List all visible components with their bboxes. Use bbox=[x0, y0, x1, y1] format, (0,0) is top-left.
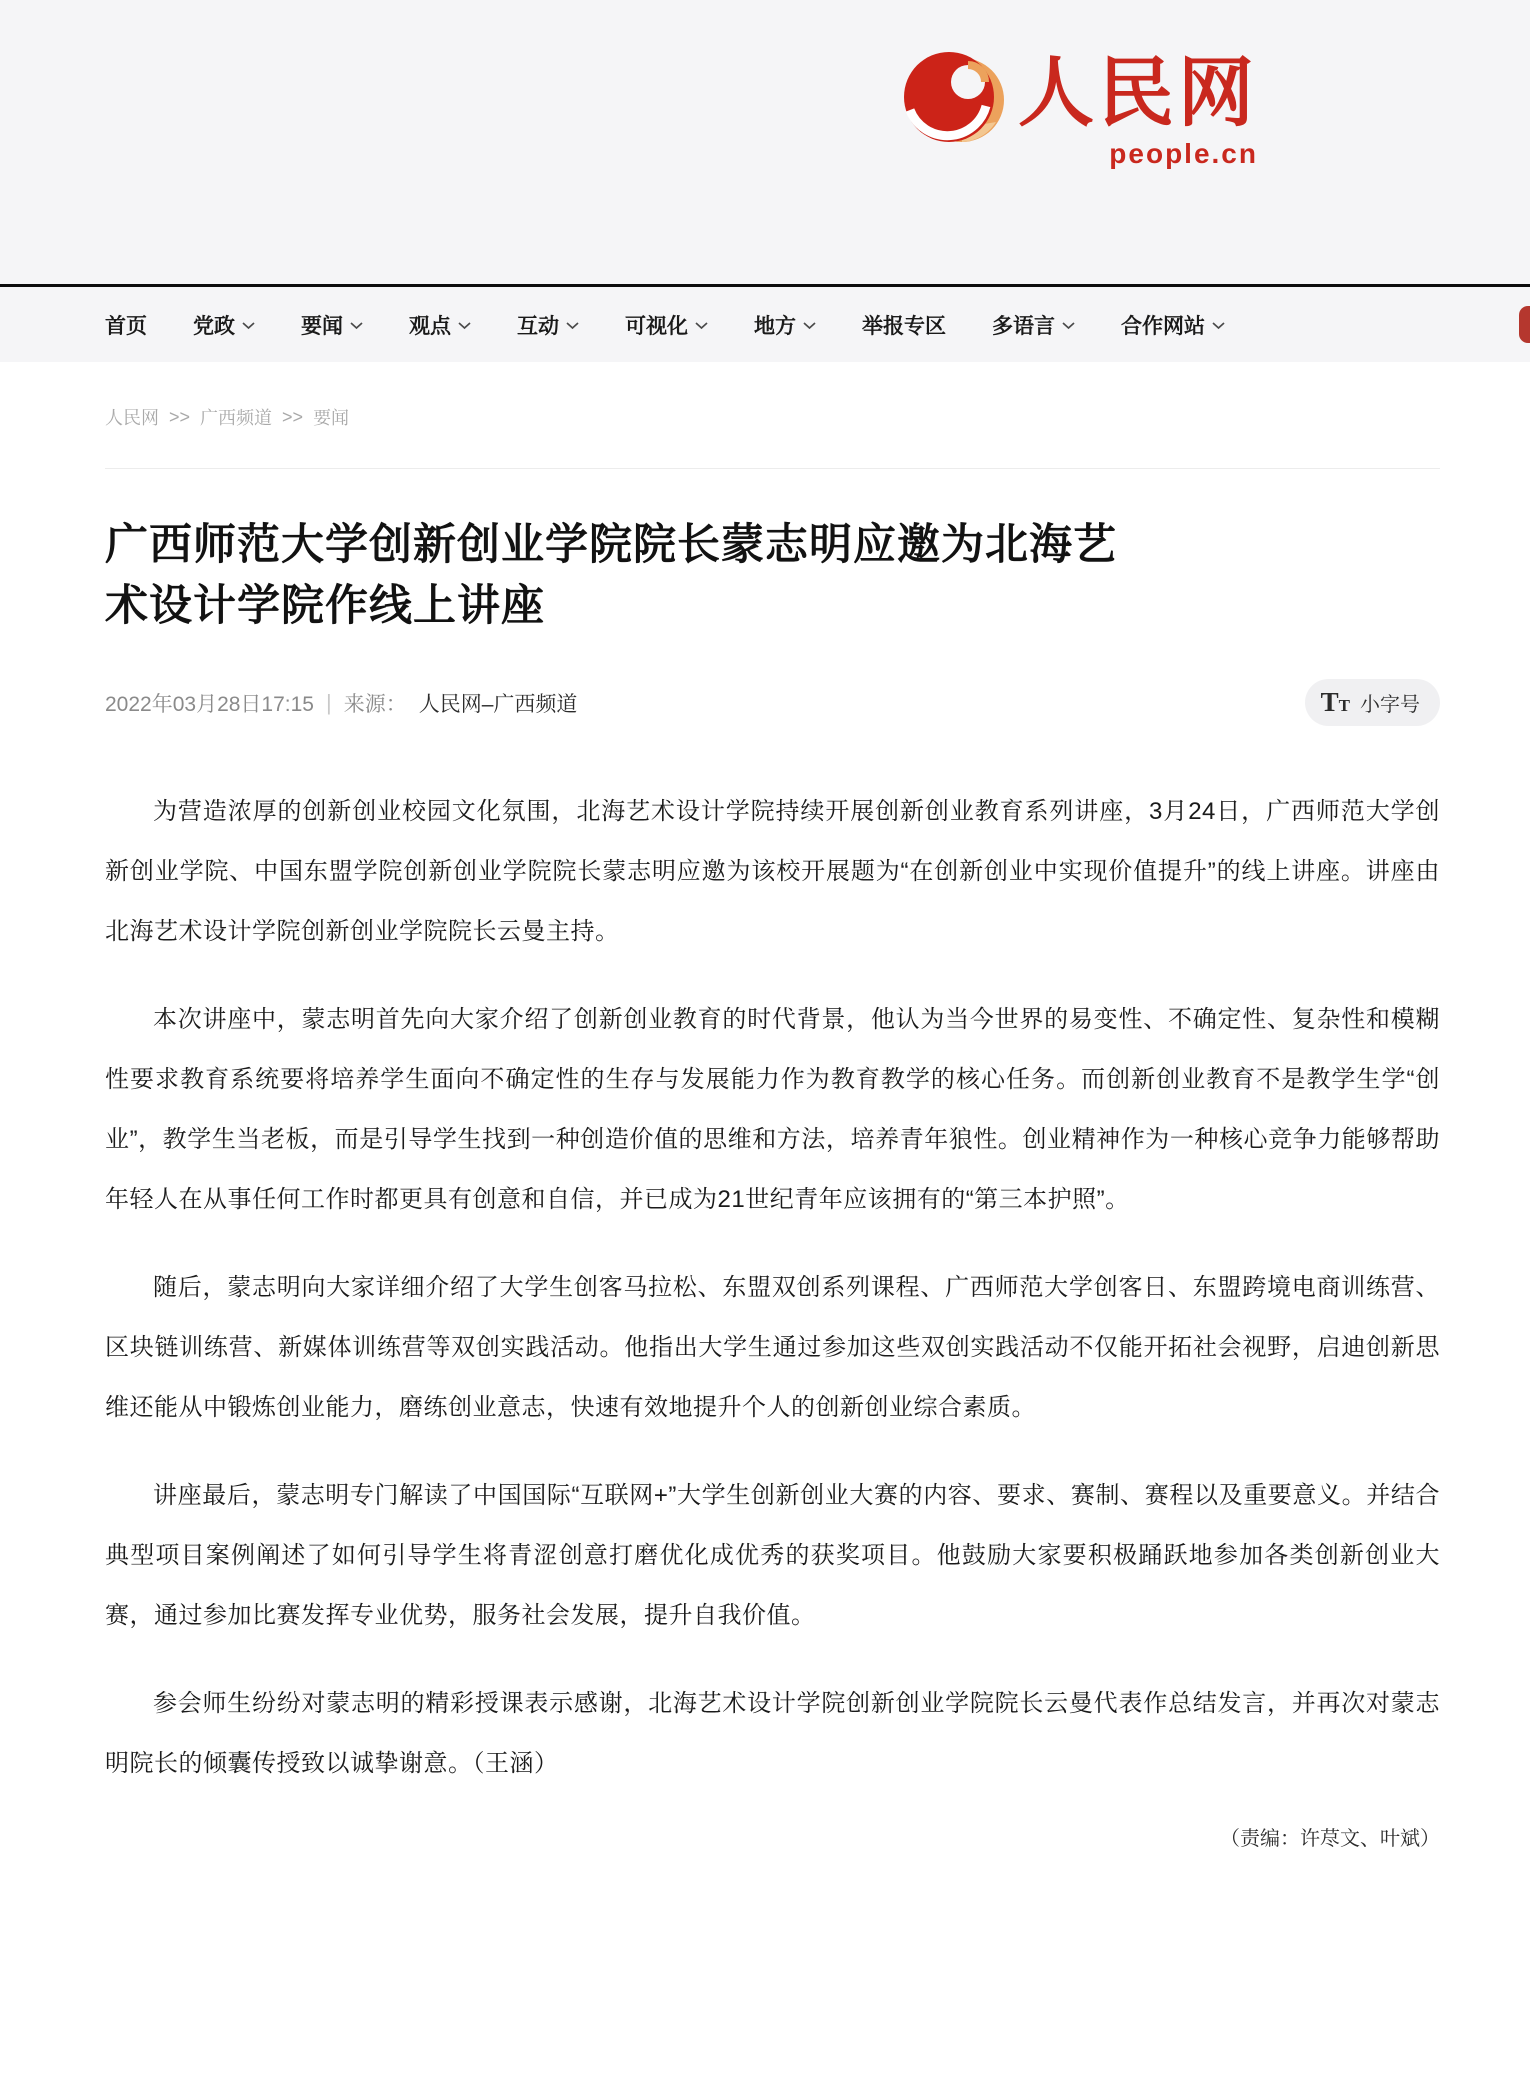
font-size-button[interactable] bbox=[1305, 679, 1440, 726]
nav-label: 地方 bbox=[754, 314, 796, 338]
nav-list bbox=[105, 310, 1225, 340]
main-nav bbox=[0, 287, 1530, 362]
breadcrumb-link-guangxi-channel[interactable]: 广西频道 bbox=[200, 408, 273, 428]
nav-item-multilingual[interactable] bbox=[992, 310, 1075, 340]
nav-item-report-zone[interactable] bbox=[862, 310, 946, 340]
divider bbox=[105, 468, 1440, 469]
nav-label: 观点 bbox=[409, 314, 451, 338]
nav-item-home[interactable] bbox=[105, 310, 147, 340]
logo-chinese-text: 人民网 bbox=[1018, 51, 1258, 136]
logo-english-text: people.cn bbox=[1109, 138, 1258, 169]
chevron-down-icon bbox=[803, 322, 816, 330]
article-meta-row bbox=[105, 679, 1440, 726]
chevron-down-icon bbox=[350, 322, 363, 330]
nav-label: 举报专区 bbox=[862, 314, 946, 338]
nav-item-visualization[interactable] bbox=[625, 310, 708, 340]
site-header bbox=[0, 0, 1530, 287]
article-body bbox=[105, 782, 1440, 1794]
chevron-down-icon bbox=[566, 322, 579, 330]
nav-label: 互动 bbox=[517, 314, 559, 338]
source-label: 来源： bbox=[343, 692, 407, 716]
nav-item-opinions[interactable] bbox=[409, 310, 471, 340]
breadcrumb-link-people[interactable]: 人民网 bbox=[105, 408, 159, 428]
nav-label: 要闻 bbox=[301, 314, 343, 338]
nav-label: 可视化 bbox=[625, 314, 688, 338]
search-button-partial[interactable] bbox=[1519, 306, 1530, 343]
breadcrumb-link-top-news[interactable]: 要闻 bbox=[313, 408, 350, 428]
source-name[interactable]: 人民网–广西频道 bbox=[418, 692, 578, 716]
nav-item-partner-sites[interactable] bbox=[1121, 310, 1225, 340]
article-paragraph: 随后，蒙志明向大家详细介绍了大学生创客马拉松、东盟双创系列课程、广西师范大学创客日、东盟跨境电商训练营、区块链训练营、新媒体训练营等双创实践活动。他指出大学生通过参加这些双创实践活动不仅能开拓社会视野，启迪创新思维还能从中锻炼创业能力，磨练创业意志，快速有效地提升个人的创新创业综合素质。 bbox=[105, 1274, 1440, 1422]
nav-label: 首页 bbox=[105, 314, 147, 338]
article-page bbox=[0, 404, 1530, 1885]
font-size-icon: TT bbox=[1320, 687, 1350, 718]
nav-item-party-politics[interactable] bbox=[193, 310, 255, 340]
font-size-button-label: 小字号 bbox=[1360, 694, 1420, 717]
nav-item-top-news[interactable] bbox=[301, 310, 363, 340]
meta-separator: | bbox=[326, 689, 332, 715]
people-cn-swirl-icon bbox=[904, 48, 1004, 153]
chevron-down-icon bbox=[242, 322, 255, 330]
article-paragraph: 讲座最后，蒙志明专门解读了中国国际“互联网+”大学生创新创业大赛的内容、要求、赛制、赛程以及重要意义。并结合典型项目案例阐述了如何引导学生将青涩创意打磨优化成优秀的获奖项目。他鼓励大家要积极踊跃地参加各类创新创业大赛，通过参加比赛发挥专业优势，服务社会发展，提升自我价值。 bbox=[105, 1482, 1440, 1630]
article-paragraph: 本次讲座中，蒙志明首先向大家介绍了创新创业教育的时代背景，他认为当今世界的易变性、不确定性、复杂性和模糊性要求教育系统要将培养学生面向不确定性的生存与发展能力作为教育教学的核心任务。而创新创业教育不是教学生学“创业”，教学生当老板，而是引导学生找到一种创造价值的思维和方法，培养青年狼性。创业精神作为一种核心竞争力能够帮助年轻人在从事任何工作时都更具有创意和自信，并已成为21世纪青年应该拥有的“第三本护照”。 bbox=[105, 1006, 1440, 1214]
publish-date: 2022年03月28日17:15 bbox=[105, 692, 314, 716]
nav-label: 多语言 bbox=[992, 314, 1055, 338]
chevron-down-icon bbox=[1212, 322, 1225, 330]
chevron-down-icon bbox=[695, 322, 708, 330]
editor-note: （责编：许荩文、叶斌） bbox=[1220, 1828, 1440, 1851]
article-meta bbox=[105, 688, 577, 718]
page-title: 广西师范大学创新创业学院院长蒙志明应邀为北海艺术设计学院作线上讲座 bbox=[105, 521, 1117, 631]
chevron-down-icon bbox=[1062, 322, 1075, 330]
nav-item-local[interactable] bbox=[754, 310, 816, 340]
nav-label: 合作网站 bbox=[1121, 314, 1205, 338]
people-cn-logo[interactable] bbox=[904, 48, 1258, 170]
nav-item-interaction[interactable] bbox=[517, 310, 579, 340]
breadcrumb-separator: >> bbox=[282, 406, 304, 427]
breadcrumb bbox=[105, 404, 1440, 430]
chevron-down-icon bbox=[458, 322, 471, 330]
nav-label: 党政 bbox=[193, 314, 235, 338]
breadcrumb-separator: >> bbox=[169, 406, 191, 427]
article-paragraph: 参会师生纷纷对蒙志明的精彩授课表示感谢，北海艺术设计学院创新创业学院院长云曼代表作总结发言，并再次对蒙志明院长的倾囊传授致以诚挚谢意。（王涵） bbox=[105, 1690, 1440, 1778]
article-paragraph: 为营造浓厚的创新创业校园文化氛围，北海艺术设计学院持续开展创新创业教育系列讲座，3月24日，广西师范大学创新创业学院、中国东盟学院创新创业学院院长蒙志明应邀为该校开展题为“在创新创业中实现价值提升”的线上讲座。讲座由北海艺术设计学院创新创业学院院长云曼主持。 bbox=[105, 798, 1440, 946]
